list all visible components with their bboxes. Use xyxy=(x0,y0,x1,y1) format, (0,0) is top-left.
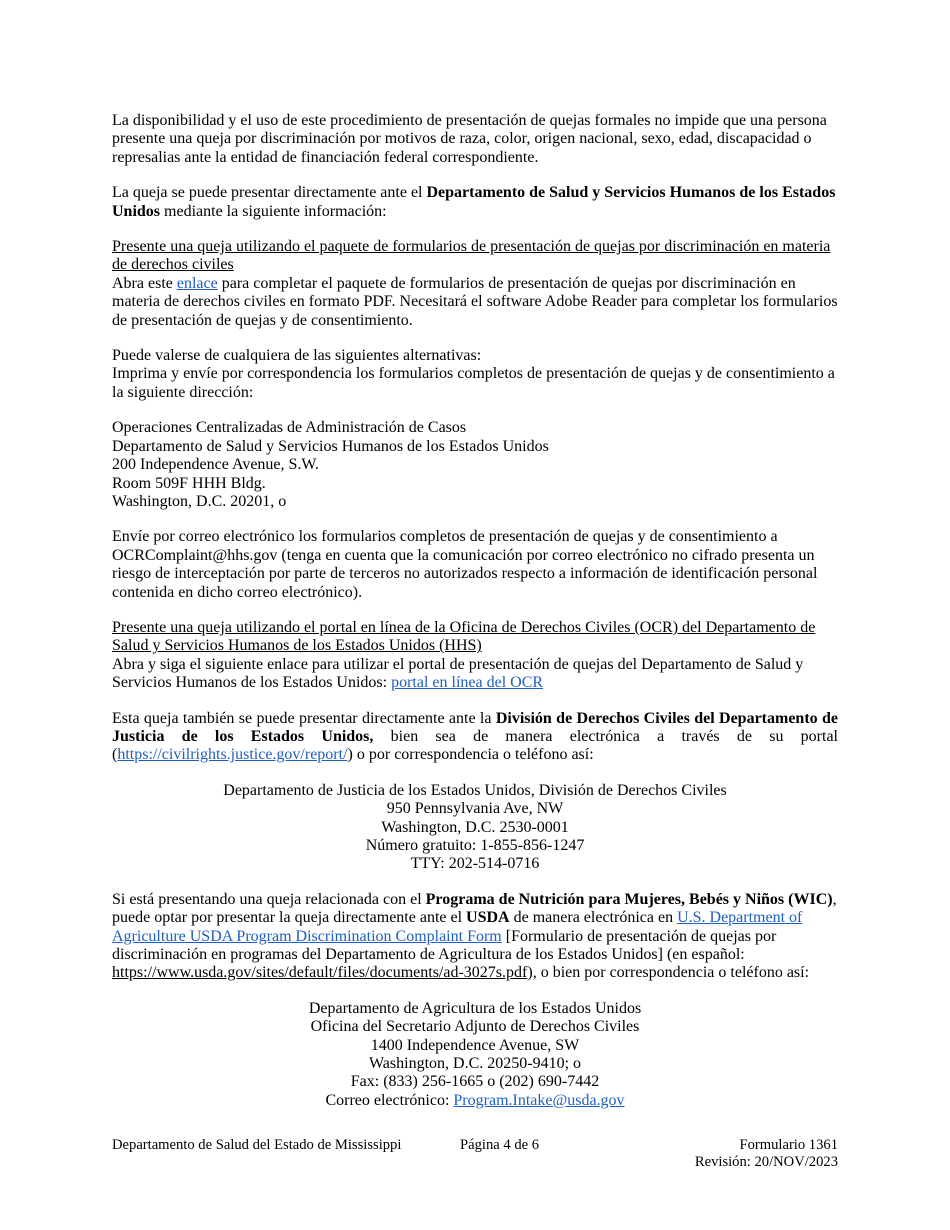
wic-program-name: Programa de Nutrición para Mujeres, Bebés y Niños (WIC) xyxy=(425,890,833,908)
section-pdf-forms: Presente una queja utilizando el paquete de formularios de presentación de quejas por discriminación en materia de derechos civiles Abra este enlace para completar el paquete de formularios de presentación de quejas por discriminación en materia de derechos civiles en formato PDF. Necesitará el software Adobe Reader para completar los formularios de presentación de quejas y de consentimiento. xyxy=(112,238,838,329)
address-line: Fax: (833) 256-1665 o (202) 690-7442 xyxy=(350,1073,600,1091)
address-line: Washington, D.C. 20250-9410; o xyxy=(368,1055,582,1073)
section-ocr-portal: Presente una queja utilizando el portal en línea de la Oficina de Derechos Civiles (OCR) del Departamento de Salud y Servicios Humanos de los Estados Unidos (HHS) Abra y siga el siguiente enlace para utilizar el portal de presentación de quejas del Departamento de Salud y Servicios Humanos de los Estados Unidos: portal en línea del OCR xyxy=(112,619,838,693)
doj-address-block xyxy=(112,782,838,874)
address-line: Departamento de Justicia de los Estados Unidos, División de Derechos Civiles xyxy=(223,781,727,799)
footer-form-info xyxy=(695,1137,838,1171)
address-line: Número gratuito: 1-855-856-1247 xyxy=(365,837,585,854)
address-line: Washington, D.C. 2530-0001 xyxy=(381,818,569,836)
alternatives-paragraph: Puede valerse de cualquiera de las siguientes alternativas: Imprima y envíe por correspondencia los formularios completos de presentación de quejas y de consentimiento a la siguiente dirección: xyxy=(112,347,835,401)
hhs-name: Departamento de Salud y Servicios Humanos de los Estados Unidos xyxy=(112,184,836,220)
email-paragraph: Envíe por correo electrónico los formularios completos de presentación de quejas y de consentimiento a OCRComplaint@hhs.gov (tenga en cuenta que la comunicación por correo electrónico no cifrado presenta un riesgo de interceptación por parte de terceros no autorizados respecto a información de identificación personal contenida en dicho correo electrónico). xyxy=(112,528,818,601)
hhs-address-block xyxy=(112,419,838,511)
wic-paragraph: Si está presentando una queja relacionada con el Programa de Nutrición para Mujeres, Bebés y Niños (WIC), puede optar por presentar la queja directamente ante el USDA de manera electrónica en U.S. Department of Agriculture USDA Program Discrimination Complaint Form [Formulario de presentación de quejas por discriminación en programas del Departamento de Agricultura de los Estados Unidos] (en español: https://www.usda.gov/sites/default/files/documents/ad-3027s.pdf), o bien por correspondencia o teléfono así: xyxy=(112,890,837,982)
address-line: TTY: 202-514-0716 xyxy=(410,855,540,873)
footer-form-number: Formulario 1361 xyxy=(739,1137,838,1153)
footer-revision: Revisión: 20/NOV/2023 xyxy=(694,1154,838,1170)
doj-paragraph: Esta queja también se puede presentar directamente ante la División de Derechos Civiles del Departamento de Justicia de los Estados Unidos, bien sea de manera electrónica a través de su portal (https://civilrights.justice.gov/report/) o por correspondencia o teléfono así: xyxy=(112,709,839,764)
usda-spanish-form-url[interactable]: https://www.usda.gov/sites/default/files/documents/ad-3027s.pdf xyxy=(112,964,528,982)
ocr-portal-link[interactable]: portal en línea del OCR xyxy=(391,674,544,692)
address-line: Correo electrónico: Program.Intake@usda.gov xyxy=(325,1091,625,1109)
address-line: Departamento de Agricultura de los Estados Unidos xyxy=(308,999,642,1017)
section-ocr-heading: Presente una queja utilizando el portal en línea de la Oficina de Derechos Civiles (OCR) del Departamento de Salud y Servicios Humanos de los Estados Unidos (HHS) xyxy=(112,618,816,655)
usda-email-link[interactable]: Program.Intake@usda.gov xyxy=(453,1091,625,1109)
enlace-link[interactable]: enlace xyxy=(176,274,218,292)
address-line: 200 Independence Avenue, S.W. xyxy=(112,456,320,474)
address-line: 950 Pennsylvania Ave, NW xyxy=(386,800,564,818)
doj-portal-link[interactable]: https://civilrights.justice.gov/report/ xyxy=(117,746,348,764)
doj-name: División de Derechos Civiles del Departamento de Justicia de los Estados Unidos, xyxy=(112,709,838,745)
footer-page-number: Página 4 de 6 xyxy=(460,1137,540,1153)
intro-paragraph: La disponibilidad y el uso de este procedimiento de presentación de quejas formales no impide que una persona presente una queja por discriminación por motivos de raza, color, origen nacional, sexo, edad, discapacidad o represalias ante la entidad de financiación federal correspondiente. xyxy=(112,112,827,166)
address-line: Operaciones Centralizadas de Administración de Casos xyxy=(112,419,467,437)
address-line: Washington, D.C. 20201, o xyxy=(112,492,287,510)
usda-address-block xyxy=(112,1000,838,1110)
usda-name: USDA xyxy=(466,909,510,927)
address-line: 1400 Independence Avenue, SW xyxy=(370,1036,580,1054)
address-line: Departamento de Salud y Servicios Humanos de los Estados Unidos xyxy=(112,437,549,455)
hhs-paragraph: La queja se puede presentar directamente ante el Departamento de Salud y Servicios Humanos de los Estados Unidos mediante la siguiente información: xyxy=(112,184,836,220)
address-line: Room 509F HHH Bldg. xyxy=(112,474,266,492)
section-pdf-heading: Presente una queja utilizando el paquete de formularios de presentación de quejas por discriminación en materia de derechos civiles xyxy=(112,238,831,274)
footer-organization: Departamento de Salud del Estado de Mississippi xyxy=(112,1137,402,1153)
document-body xyxy=(112,112,838,1127)
address-line: Oficina del Secretario Adjunto de Derechos Civiles xyxy=(310,1018,640,1036)
usda-complaint-form-link[interactable]: U.S. Department of Agriculture USDA Program Discrimination Complaint Form xyxy=(112,909,803,945)
